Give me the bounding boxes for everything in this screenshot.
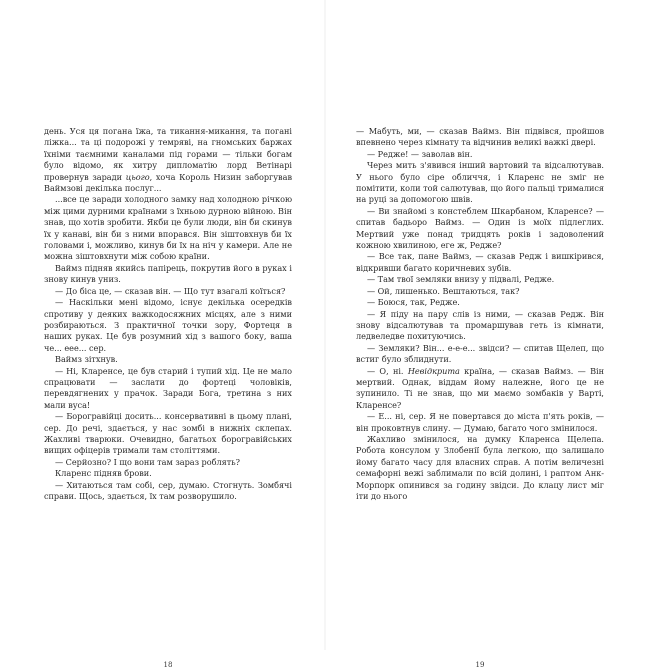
paragraph: — Наскільки мені відомо, існує декілька осередків спротиву у деяких важкодосяжних місцях, але з ними розбираються. З практичної точки зору, Фортеця в наших руках. Це був розумний хід з вашого боку, ваша че... еее... сер. — [44, 297, 292, 353]
paragraph: — Ой, лишенько. Вештаються, так? — [367, 285, 520, 296]
paragraph: день. Уся ця погана їжа, та тикання-микання, та погані ліжка... та ці подорожі у темряві, на гномських баржах їхніми таємними каналами під горами — тільки богам було відомо, як хитру дипломатію лорд Ветінарі провернув заради цього, хоча Король Низин заборгував Ваймзові декілька послуг... — [44, 126, 292, 194]
paragraph: ...все це заради холодного замку над холодною річкою між цими дурними країнами з їхньою дурною війною. Він знав, що хотів зробити. Якби це були люди, він би скинув їх у канаві, він би з ними впорався. Він зіштовхнув би їх головами і, можливо, кинув би їх на ніч у камери. Але не можна зіштовхнути між собою країни. — [44, 194, 292, 262]
paragraph: — Ні, Кларенсе, це був старий і тупий хід. Це не мало спрацювати — заслати до фортеці чоловіків, перевдягнених у прачок. Заради Бога, третина з них мали вуса! — [44, 365, 292, 410]
paragraph: — Е... ні, сер. Я не повертався до міста п'ять років, — він проковтнув слину. — Думаю, багато чого змінилося. — [356, 411, 604, 433]
paragraph: Ваймз підняв якийсь папірець, покрутив його в руках і знову кинув униз. — [44, 262, 292, 285]
paragraph: — Хитаються там собі, сер, думаю. Стогнуть. Зомбячі справи. Щось, здається, їх там розворушило. — [44, 479, 292, 501]
paragraph: Жахливо змінилося, на думку Кларенса Щелепа. Робота консулом у Злобенії була легкою, що залишало йому багато часу для власних справ. А потім величезні семафорні вежі заблимали по всій долині, і раптом Анк-Морпорк опинився за годину звідси. До клацу лист міг іти до нього — [356, 433, 604, 501]
left-page-text — [44, 126, 292, 502]
paragraph: — До біса це, — сказав він. — Що тут взагалі коїться? — [55, 285, 286, 296]
right-page — [356, 126, 604, 669]
paragraph: — Редже! — заволав він. — [367, 148, 473, 159]
paragraph: — Все так, пане Ваймз, — сказав Редж і вишкірився, відкривши багато коричневих зубів. — [356, 251, 604, 273]
paragraph: Кларенс підняв брови. — [55, 468, 152, 479]
paragraph: Через мить з'явився інший вартовий та відсалютував. У нього було сіре обличчя, і Кларенс не зміг не помітити, коли той салютував, що його пальці трималися на руці за допомогою швів. — [356, 160, 604, 205]
page-number: 18 — [163, 661, 173, 669]
paragraph: — Серйозно? І що вони там зараз роблять? — [55, 456, 240, 467]
paragraph: — Ви знайомі з констеблем Шкарбаном, Кларенсе? — спитав бадьоро Ваймз. — Один із моїх підлеглих. Мертвий уже понад тридцять років і задоволений кожною хвилиною, еге ж, Редже? — [356, 205, 604, 251]
paragraph: — Мабуть, ми, — сказав Ваймз. Він підвівся, пройшов впевнено через кімнату та відчинив великі важкі двері. — [356, 126, 604, 148]
emphasis: Невідкрита — [407, 365, 460, 376]
paragraph: — Земляки? Він... е-е-е... звідси? — спитав Щелеп, що встиг було зблиднути. — [356, 342, 604, 365]
emphasis: цього — [125, 171, 150, 182]
paragraph: — Борогравійці досить... консервативні в цьому плані, сер. До речі, здається, у нас зомбі в нижніх склепах. Жахливі тварюки. Очевидно, багатьох борогравійських вищих офіцерів тримали там століттями. — [44, 411, 292, 456]
paragraph: — Боюся, так, Редже. — [367, 297, 460, 308]
paragraph: — О, ні. Невідкрита країна, — сказав Ваймз. — Він мертвий. Однак, віддам йому належне, його це не зупинило. Ті не знав, що ми маємо зомбаків у Варті, Кларенсе? — [356, 365, 604, 410]
right-page-text — [356, 126, 604, 502]
paragraph: Ваймз зітхнув. — [55, 354, 118, 365]
book-gutter — [324, 0, 326, 650]
paragraph: — Там твої земляки внизу у підвалі, Редже. — [367, 274, 555, 285]
page-number: 19 — [475, 661, 485, 669]
left-page — [44, 126, 292, 669]
paragraph: — Я піду на пару слів із ними, — сказав Редж. Він знову відсалютував та промаршував геть із кімнати, ледвеледве похитуючись. — [356, 308, 604, 342]
